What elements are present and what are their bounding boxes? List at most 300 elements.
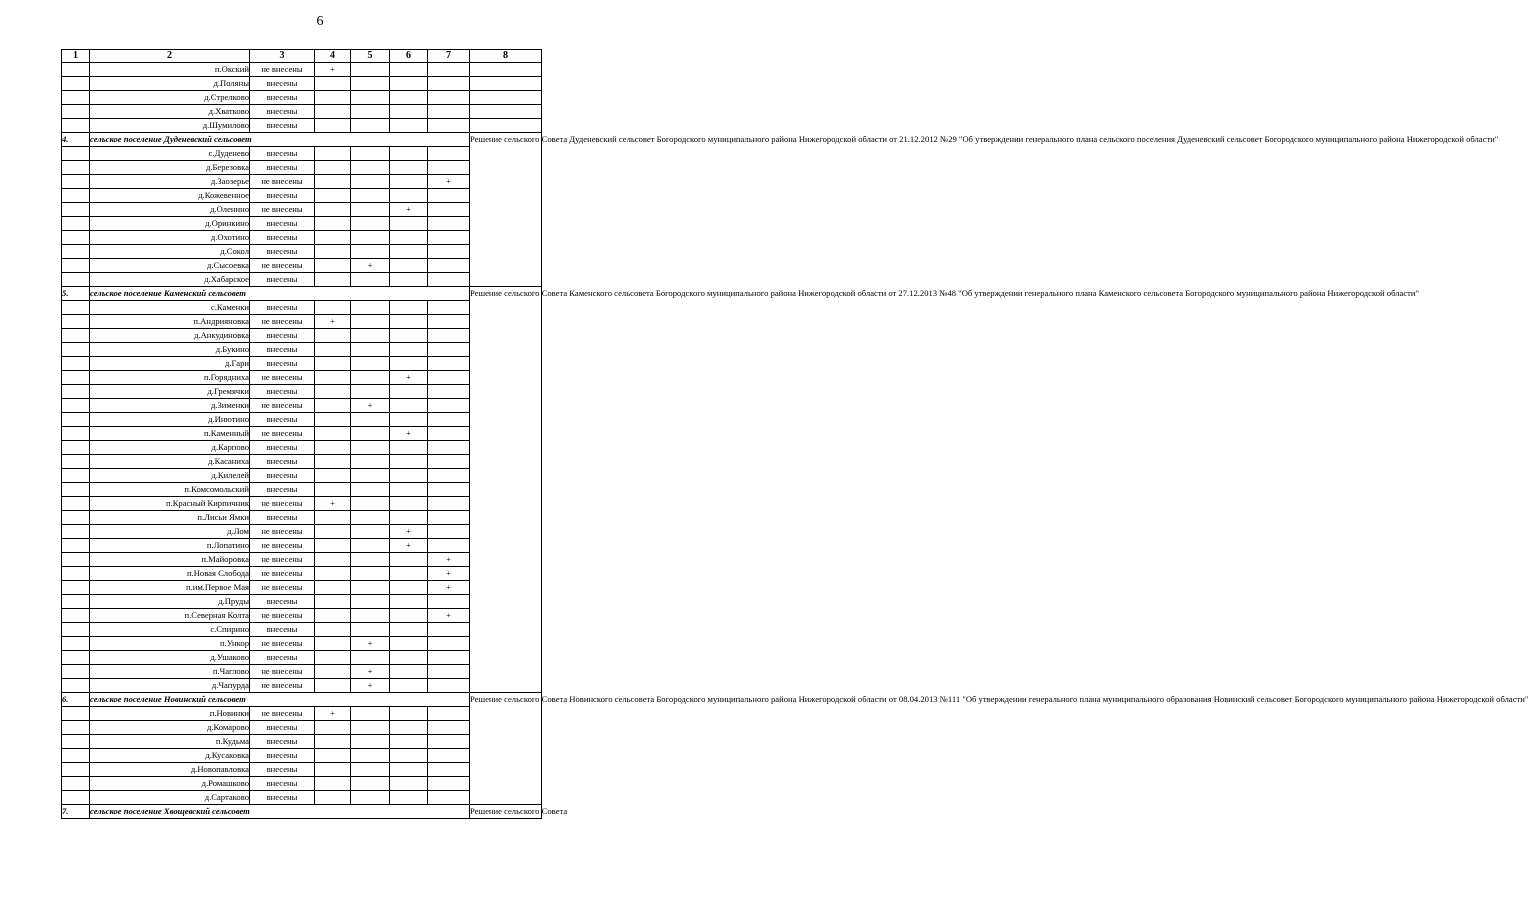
status-cell: не внесены	[250, 427, 315, 441]
settlement-name: с.Каменки	[90, 301, 250, 315]
mark-cell	[428, 777, 470, 791]
status-cell: не внесены	[250, 203, 315, 217]
settlement-name: д.Карпово	[90, 441, 250, 455]
mark-cell	[390, 399, 428, 413]
mark-cell	[351, 427, 390, 441]
mark-cell: +	[351, 637, 390, 651]
status-cell: не внесены	[250, 259, 315, 273]
mark-cell	[351, 371, 390, 385]
mark-cell	[315, 441, 351, 455]
mark-cell	[315, 301, 351, 315]
status-cell: внесены	[250, 469, 315, 483]
mark-cell	[351, 749, 390, 763]
settlement-name: п.Чаглово	[90, 665, 250, 679]
mark-cell	[428, 595, 470, 609]
number-cell	[62, 385, 90, 399]
resolution-note: Решение сельского Совета Каменского сельсовета Богородского муниципального района Нижегородской области от 27.12.2013 №48 "Об утверждении генерального плана Каменского сельсовета Богородского муниципального района Нижегородской области"	[470, 287, 542, 693]
status-cell: внесены	[250, 763, 315, 777]
mark-cell	[351, 91, 390, 105]
mark-cell	[390, 329, 428, 343]
mark-cell	[315, 581, 351, 595]
status-cell: внесены	[250, 301, 315, 315]
number-cell	[62, 259, 90, 273]
mark-cell	[428, 679, 470, 693]
number-cell	[62, 707, 90, 721]
mark-cell	[390, 455, 428, 469]
resolution-note: Решение сельского Совета	[470, 805, 542, 819]
mark-cell	[351, 413, 390, 427]
mark-cell	[428, 329, 470, 343]
mark-cell	[428, 231, 470, 245]
mark-cell	[428, 161, 470, 175]
mark-cell	[315, 539, 351, 553]
mark-cell	[315, 343, 351, 357]
settlement-name: д.Оринкино	[90, 217, 250, 231]
mark-cell	[351, 623, 390, 637]
number-cell	[62, 343, 90, 357]
mark-cell	[390, 483, 428, 497]
mark-cell: +	[315, 497, 351, 511]
mark-cell	[390, 119, 428, 133]
number-cell	[62, 91, 90, 105]
mark-cell	[390, 665, 428, 679]
mark-cell	[315, 665, 351, 679]
section-number: 7.	[62, 805, 90, 819]
number-cell	[62, 539, 90, 553]
mark-cell	[428, 525, 470, 539]
resolution-note: Решение сельского Совета Новинского сельсовета Богородского муниципального района Нижегородской области от 08.04.2013 №111 "Об утверждении генерального плана муниципального образования Новинский сельсовет Богородского муниципального района Нижегородской области"	[470, 693, 542, 805]
mark-cell	[428, 357, 470, 371]
mark-cell	[351, 497, 390, 511]
status-cell: внесены	[250, 105, 315, 119]
status-cell: внесены	[250, 231, 315, 245]
mark-cell	[315, 371, 351, 385]
resolution-note: Решение сельского Совета Дуденевский сельсовет Богородского муниципального района Нижегородской области от 21.12.2012 №29 "Об утверждении генерального плана сельского поселения Дуденевский сельсовет Богородского муниципального района Нижегородской области"	[470, 133, 542, 287]
mark-cell	[428, 413, 470, 427]
mark-cell	[351, 357, 390, 371]
settlement-name: д.Гари	[90, 357, 250, 371]
section-row	[62, 287, 542, 301]
mark-cell	[315, 189, 351, 203]
settlement-name: п.Новая Слобода	[90, 567, 250, 581]
settlement-name: д.Березовка	[90, 161, 250, 175]
settlement-name: д.Оленино	[90, 203, 250, 217]
mark-cell	[351, 245, 390, 259]
settlement-name: д.Чапурда	[90, 679, 250, 693]
mark-cell: +	[351, 259, 390, 273]
mark-cell	[351, 231, 390, 245]
mark-cell	[315, 413, 351, 427]
number-cell	[62, 581, 90, 595]
mark-cell: +	[315, 63, 351, 77]
settlement-name: д.Анкудиновка	[90, 329, 250, 343]
status-cell: внесены	[250, 329, 315, 343]
mark-cell	[390, 105, 428, 119]
mark-cell	[315, 777, 351, 791]
section-title: сельское поселение Каменский сельсовет	[90, 287, 470, 301]
mark-cell	[390, 791, 428, 805]
mark-cell	[390, 413, 428, 427]
mark-cell	[315, 203, 351, 217]
mark-cell	[315, 231, 351, 245]
mark-cell	[428, 343, 470, 357]
settlement-name: п.Северная Колта	[90, 609, 250, 623]
column-header: 6	[390, 50, 428, 63]
status-cell: внесены	[250, 217, 315, 231]
mark-cell: +	[390, 525, 428, 539]
status-cell: внесены	[250, 343, 315, 357]
mark-cell	[351, 553, 390, 567]
settlement-name: д.Шумилово	[90, 119, 250, 133]
number-cell	[62, 735, 90, 749]
mark-cell	[390, 637, 428, 651]
mark-cell	[315, 721, 351, 735]
mark-cell	[315, 483, 351, 497]
mark-cell: +	[390, 427, 428, 441]
mark-cell	[428, 721, 470, 735]
mark-cell	[428, 63, 470, 77]
status-cell: не внесены	[250, 497, 315, 511]
status-cell: внесены	[250, 511, 315, 525]
settlement-name: д.Новопавловка	[90, 763, 250, 777]
mark-cell	[351, 567, 390, 581]
mark-cell	[428, 497, 470, 511]
mark-cell	[390, 63, 428, 77]
settlement-name: д.Букино	[90, 343, 250, 357]
mark-cell	[390, 441, 428, 455]
status-cell: внесены	[250, 735, 315, 749]
mark-cell: +	[390, 539, 428, 553]
mark-cell: +	[351, 665, 390, 679]
mark-cell: +	[428, 553, 470, 567]
mark-cell	[390, 609, 428, 623]
number-cell	[62, 399, 90, 413]
settlement-name: д.Килелей	[90, 469, 250, 483]
column-header: 3	[250, 50, 315, 63]
mark-cell	[315, 749, 351, 763]
number-cell	[62, 791, 90, 805]
status-cell: не внесены	[250, 581, 315, 595]
number-cell	[62, 777, 90, 791]
mark-cell	[351, 273, 390, 287]
number-cell	[62, 483, 90, 497]
table-row	[62, 77, 542, 91]
mark-cell	[351, 189, 390, 203]
mark-cell	[351, 791, 390, 805]
mark-cell	[428, 651, 470, 665]
section-title: сельское поселение Новинский сельсовет	[90, 693, 470, 707]
settlement-name: п.Майоровка	[90, 553, 250, 567]
settlement-name: п.Новинки	[90, 707, 250, 721]
number-cell	[62, 217, 90, 231]
mark-cell	[428, 259, 470, 273]
section-title: сельское поселение Хвощевский сельсовет	[90, 805, 470, 819]
mark-cell: +	[428, 175, 470, 189]
mark-cell	[390, 385, 428, 399]
mark-cell	[351, 343, 390, 357]
mark-cell	[351, 763, 390, 777]
number-cell	[62, 721, 90, 735]
settlement-name: д.Кожевенное	[90, 189, 250, 203]
mark-cell	[315, 609, 351, 623]
settlement-name: д.Гремячки	[90, 385, 250, 399]
mark-cell: +	[428, 567, 470, 581]
status-cell: не внесены	[250, 399, 315, 413]
mark-cell	[351, 77, 390, 91]
column-header: 7	[428, 50, 470, 63]
mark-cell: +	[390, 371, 428, 385]
status-cell: внесены	[250, 119, 315, 133]
mark-cell	[315, 763, 351, 777]
mark-cell	[315, 553, 351, 567]
column-header: 8	[470, 50, 542, 63]
mark-cell	[390, 553, 428, 567]
mark-cell	[315, 119, 351, 133]
mark-cell	[390, 161, 428, 175]
mark-cell	[315, 791, 351, 805]
settlement-name: д.Инютино	[90, 413, 250, 427]
number-cell	[62, 273, 90, 287]
mark-cell	[428, 539, 470, 553]
mark-cell: +	[428, 581, 470, 595]
mark-cell	[315, 735, 351, 749]
status-cell: внесены	[250, 749, 315, 763]
section-row	[62, 805, 542, 819]
settlement-name: п.Комсомольский	[90, 483, 250, 497]
mark-cell	[428, 91, 470, 105]
mark-cell	[351, 119, 390, 133]
mark-cell	[315, 679, 351, 693]
section-number: 5.	[62, 287, 90, 301]
section-number: 6.	[62, 693, 90, 707]
mark-cell	[390, 707, 428, 721]
table-row	[62, 105, 542, 119]
note-cell	[470, 91, 542, 105]
mark-cell	[315, 651, 351, 665]
number-cell	[62, 231, 90, 245]
mark-cell	[315, 385, 351, 399]
mark-cell	[390, 217, 428, 231]
settlement-name: с.Спирино	[90, 623, 250, 637]
section-number: 4.	[62, 133, 90, 147]
mark-cell	[428, 105, 470, 119]
number-cell	[62, 245, 90, 259]
number-cell	[62, 749, 90, 763]
settlement-name: п.Ункор	[90, 637, 250, 651]
settlement-name: д.Сартаково	[90, 791, 250, 805]
number-cell	[62, 105, 90, 119]
number-cell	[62, 413, 90, 427]
mark-cell	[390, 763, 428, 777]
mark-cell	[315, 511, 351, 525]
number-cell	[62, 497, 90, 511]
number-cell	[62, 315, 90, 329]
status-cell: внесены	[250, 777, 315, 791]
mark-cell	[428, 245, 470, 259]
number-cell	[62, 371, 90, 385]
mark-cell	[351, 539, 390, 553]
mark-cell	[351, 147, 390, 161]
number-cell	[62, 77, 90, 91]
mark-cell	[390, 259, 428, 273]
mark-cell	[428, 707, 470, 721]
mark-cell	[390, 679, 428, 693]
mark-cell	[351, 511, 390, 525]
settlement-name: п.Андрияновка	[90, 315, 250, 329]
status-cell: внесены	[250, 441, 315, 455]
status-cell: внесены	[250, 721, 315, 735]
note-cell	[470, 119, 542, 133]
number-cell	[62, 567, 90, 581]
settlement-name: д.Стрелково	[90, 91, 250, 105]
mark-cell	[428, 189, 470, 203]
mark-cell	[315, 399, 351, 413]
mark-cell	[315, 245, 351, 259]
status-cell: не внесены	[250, 707, 315, 721]
mark-cell	[428, 441, 470, 455]
mark-cell	[428, 203, 470, 217]
mark-cell	[315, 469, 351, 483]
mark-cell	[351, 175, 390, 189]
mark-cell	[315, 77, 351, 91]
settlement-name: д.Касаниха	[90, 455, 250, 469]
status-cell: внесены	[250, 413, 315, 427]
mark-cell	[390, 735, 428, 749]
mark-cell	[428, 399, 470, 413]
mark-cell	[428, 469, 470, 483]
mark-cell	[315, 259, 351, 273]
table-row	[62, 63, 542, 77]
mark-cell	[428, 385, 470, 399]
column-header: 4	[315, 50, 351, 63]
mark-cell	[390, 651, 428, 665]
settlement-name: д.Комарово	[90, 721, 250, 735]
section-row	[62, 133, 542, 147]
status-cell: не внесены	[250, 679, 315, 693]
mark-cell	[428, 119, 470, 133]
status-cell: внесены	[250, 651, 315, 665]
status-cell: внесены	[250, 273, 315, 287]
number-cell	[62, 441, 90, 455]
status-cell: внесены	[250, 595, 315, 609]
mark-cell	[351, 301, 390, 315]
note-cell	[470, 63, 542, 77]
mark-cell	[390, 581, 428, 595]
number-cell	[62, 763, 90, 777]
table-row	[62, 119, 542, 133]
mark-cell	[390, 343, 428, 357]
mark-cell	[351, 651, 390, 665]
mark-cell	[315, 175, 351, 189]
mark-cell	[428, 665, 470, 679]
mark-cell	[351, 707, 390, 721]
mark-cell	[315, 147, 351, 161]
mark-cell	[428, 217, 470, 231]
mark-cell	[315, 637, 351, 651]
status-cell: не внесены	[250, 637, 315, 651]
settlement-name: д.Ушаково	[90, 651, 250, 665]
mark-cell	[351, 735, 390, 749]
number-cell	[62, 357, 90, 371]
settlement-name: п.Кудьма	[90, 735, 250, 749]
settlements-table	[61, 49, 1528, 819]
mark-cell	[315, 273, 351, 287]
mark-cell	[390, 301, 428, 315]
status-cell: внесены	[250, 483, 315, 497]
mark-cell: +	[390, 203, 428, 217]
status-cell: не внесены	[250, 609, 315, 623]
mark-cell	[390, 189, 428, 203]
status-cell: не внесены	[250, 665, 315, 679]
status-cell: не внесены	[250, 567, 315, 581]
status-cell: внесены	[250, 357, 315, 371]
number-cell	[62, 175, 90, 189]
number-cell	[62, 511, 90, 525]
mark-cell	[351, 385, 390, 399]
number-cell	[62, 329, 90, 343]
mark-cell	[390, 777, 428, 791]
settlement-name: д.Сокол	[90, 245, 250, 259]
mark-cell	[390, 147, 428, 161]
status-cell: внесены	[250, 455, 315, 469]
mark-cell: +	[351, 679, 390, 693]
mark-cell	[390, 77, 428, 91]
mark-cell	[390, 91, 428, 105]
number-cell	[62, 203, 90, 217]
settlement-name: п.Окский	[90, 63, 250, 77]
mark-cell	[315, 525, 351, 539]
mark-cell	[428, 455, 470, 469]
mark-cell	[390, 245, 428, 259]
settlement-name: д.Зименки	[90, 399, 250, 413]
settlement-name: д.Лом	[90, 525, 250, 539]
number-cell	[62, 665, 90, 679]
status-cell: не внесены	[250, 63, 315, 77]
settlement-name: д.Сысоевка	[90, 259, 250, 273]
mark-cell	[428, 315, 470, 329]
mark-cell	[428, 763, 470, 777]
status-cell: внесены	[250, 77, 315, 91]
mark-cell	[315, 455, 351, 469]
mark-cell	[351, 203, 390, 217]
column-header: 2	[90, 50, 250, 63]
status-cell: не внесены	[250, 553, 315, 567]
mark-cell	[315, 91, 351, 105]
mark-cell	[315, 623, 351, 637]
status-cell: не внесены	[250, 315, 315, 329]
number-cell	[62, 161, 90, 175]
status-cell: внесены	[250, 245, 315, 259]
mark-cell	[428, 371, 470, 385]
mark-cell	[390, 511, 428, 525]
number-cell	[62, 63, 90, 77]
mark-cell	[428, 427, 470, 441]
mark-cell	[315, 329, 351, 343]
status-cell: внесены	[250, 623, 315, 637]
mark-cell	[390, 273, 428, 287]
number-cell	[62, 637, 90, 651]
number-cell	[62, 651, 90, 665]
status-cell: внесены	[250, 385, 315, 399]
mark-cell	[390, 469, 428, 483]
settlement-name: д.Кусаковка	[90, 749, 250, 763]
mark-cell	[390, 315, 428, 329]
column-header: 5	[351, 50, 390, 63]
mark-cell	[390, 595, 428, 609]
status-cell: внесены	[250, 161, 315, 175]
mark-cell	[351, 315, 390, 329]
table-row	[62, 91, 542, 105]
